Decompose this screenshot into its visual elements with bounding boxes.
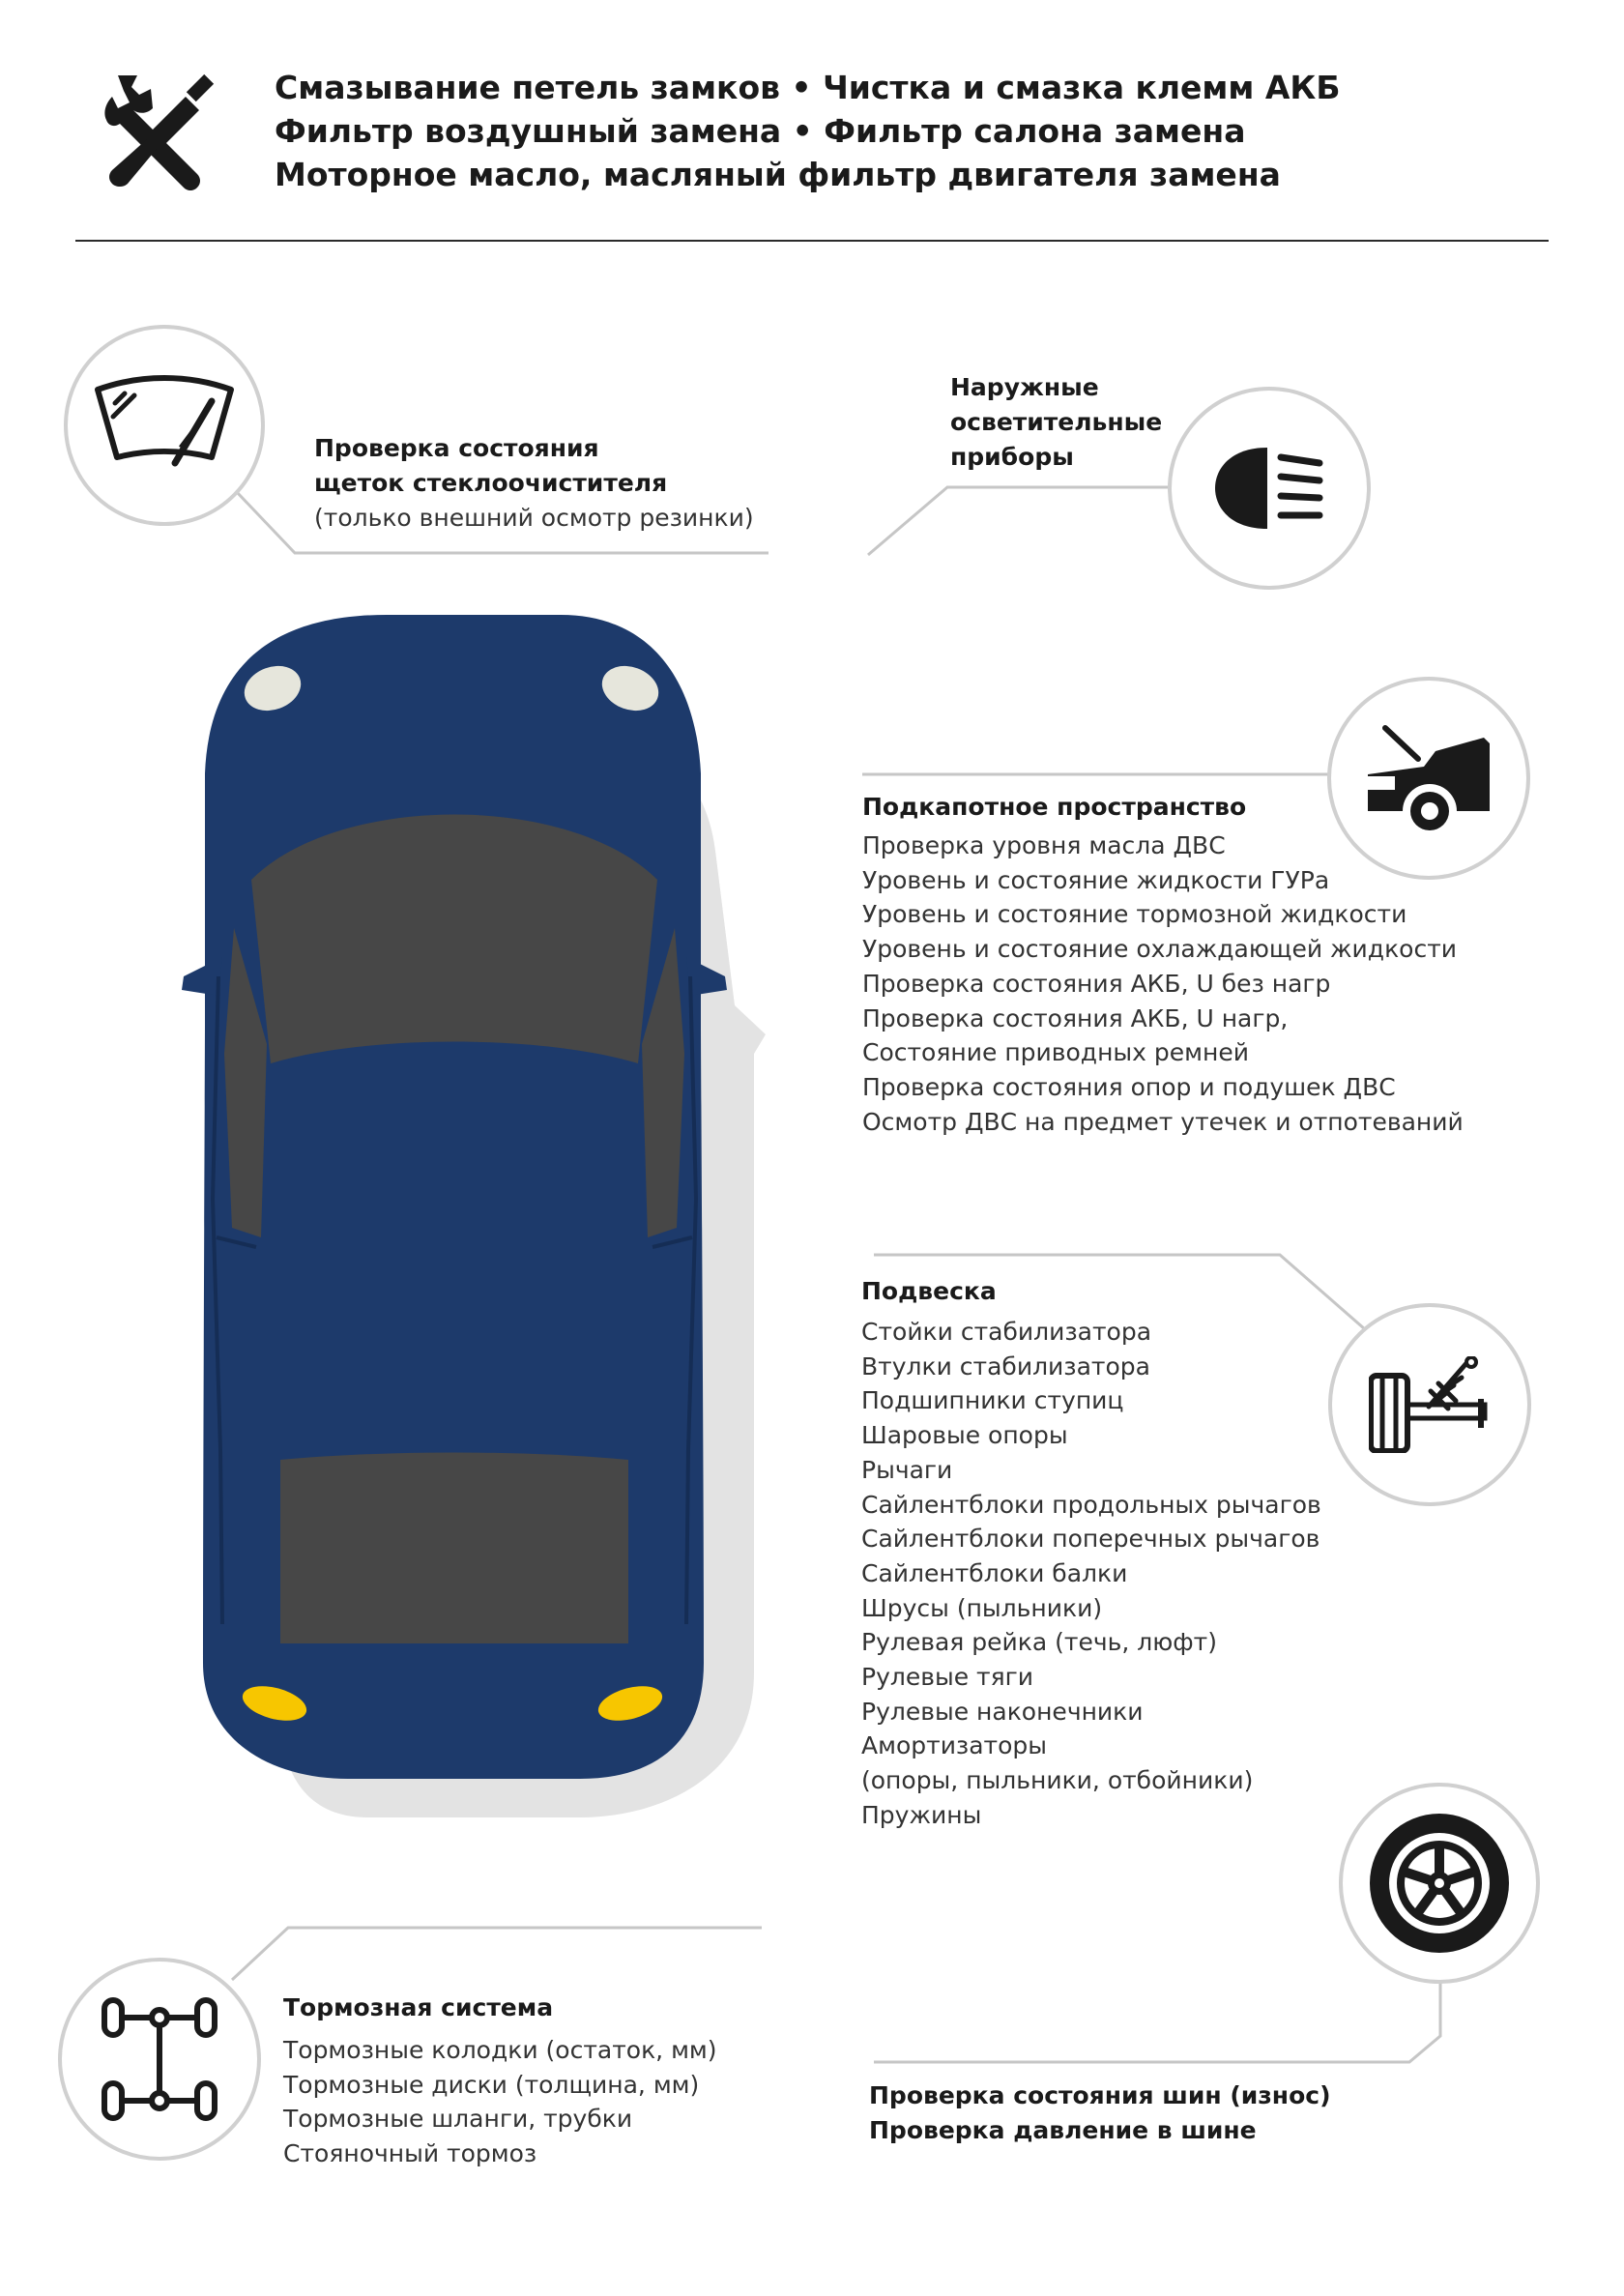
list-item: Стойки стабилизатора — [861, 1318, 1152, 1346]
brakes-title: Тормозная система — [283, 1993, 554, 2021]
wipers-block — [314, 431, 754, 536]
header-line-3: Моторное масло, масляный фильтр двигателя замена — [275, 156, 1281, 193]
list-item: (опоры, пыльники, отбойники) — [861, 1766, 1254, 1795]
car-windshield — [251, 815, 657, 1064]
list-item: Рычаги — [861, 1455, 953, 1484]
list-item: Тормозные шланги, трубки — [283, 2105, 633, 2134]
header-line-1: Смазывание петель замков • Чистка и смазка клемм АКБ — [275, 69, 1341, 106]
suspension-title: Подвеска — [861, 1277, 997, 1305]
car-rear-window — [280, 1453, 628, 1644]
callout-line-lights — [868, 487, 1172, 555]
lights-title-1: Наружные — [950, 373, 1099, 401]
wipers-title-2: щеток стеклоочистителя — [314, 469, 668, 497]
tires-line-2: Проверка давление в шине — [869, 2116, 1257, 2144]
list-item: Тормозные диски (толщина, мм) — [283, 2070, 700, 2099]
list-item: Втулки стабилизатора — [861, 1351, 1150, 1381]
wipers-note: (только внешний осмотр резинки) — [314, 504, 754, 532]
list-item: Стояночный тормоз — [283, 2139, 537, 2168]
list-item: Пружины — [861, 1800, 982, 1829]
wipers-title-1: Проверка состояния — [314, 434, 599, 462]
list-item: Проверка уровня масла ДВС — [862, 831, 1226, 859]
list-item: Проверка состояния АКБ, U без нагр — [862, 969, 1331, 998]
lights-block — [950, 370, 1162, 475]
brakes-icon-circle — [58, 1958, 261, 2161]
list-item: Сайлентблоки балки — [861, 1558, 1128, 1587]
list-item: Состояние приводных ремней — [862, 1038, 1249, 1067]
tire-icon — [1367, 1811, 1512, 1956]
lights-title-3: приборы — [950, 443, 1074, 471]
brakes-list — [283, 2033, 717, 2171]
list-item: Сайлентблоки поперечных рычагов — [861, 1525, 1320, 1554]
list-item: Тормозные колодки (остаток, мм) — [283, 2036, 717, 2064]
chassis-axle-icon — [99, 1996, 220, 2122]
suspension-icon-circle — [1328, 1303, 1531, 1506]
tire-icon-circle — [1339, 1783, 1540, 1984]
brakes-block — [283, 1991, 717, 2171]
windshield-wiper-icon — [92, 372, 237, 479]
wiper-icon-circle — [64, 325, 265, 526]
suspension-strut-icon — [1369, 1356, 1491, 1453]
car-illustration — [174, 599, 793, 1817]
list-item: Уровень и состояние охлаждающей жидкости — [862, 935, 1458, 964]
list-item: Рулевая рейка (течь, люфт) — [861, 1628, 1217, 1657]
list-item: Рулевые наконечники — [861, 1697, 1144, 1726]
engine-bay-block — [862, 790, 1464, 1139]
callout-line-tires — [874, 1977, 1440, 2062]
list-item: Проверка состояния опор и подушек ДВС — [862, 1072, 1396, 1101]
header-line-2: Фильтр воздушный замена • Фильтр салона замена — [275, 112, 1246, 150]
suspension-block — [861, 1274, 1321, 1833]
list-item: Осмотр ДВС на предмет утечек и отпотеваний — [862, 1107, 1464, 1136]
list-item: Рулевые тяги — [861, 1663, 1034, 1692]
tires-line-1: Проверка состояния шин (износ) — [869, 2081, 1331, 2109]
list-item: Шаровые опоры — [861, 1421, 1068, 1450]
engine-bay-title: Подкапотное пространство — [862, 793, 1247, 821]
list-item: Уровень и состояние жидкости ГУРа — [862, 865, 1330, 894]
headlight-icon — [1211, 440, 1327, 537]
suspension-list — [861, 1315, 1321, 1833]
list-item: Амортизаторы — [861, 1731, 1048, 1760]
lights-title-2: осветительные — [950, 408, 1163, 436]
list-item: Сайлентблоки продольных рычагов — [861, 1490, 1321, 1519]
list-item: Уровень и состояние тормозной жидкости — [862, 900, 1407, 929]
list-item: Шрусы (пыльники) — [861, 1593, 1103, 1622]
list-item: Подшипники ступиц — [861, 1386, 1124, 1415]
callout-line-brakes — [232, 1928, 762, 1980]
engine-bay-list — [862, 828, 1464, 1139]
list-item: Проверка состояния АКБ, U нагр, — [862, 1003, 1289, 1032]
tires-block — [869, 2078, 1331, 2148]
headlight-icon-circle — [1168, 387, 1371, 590]
